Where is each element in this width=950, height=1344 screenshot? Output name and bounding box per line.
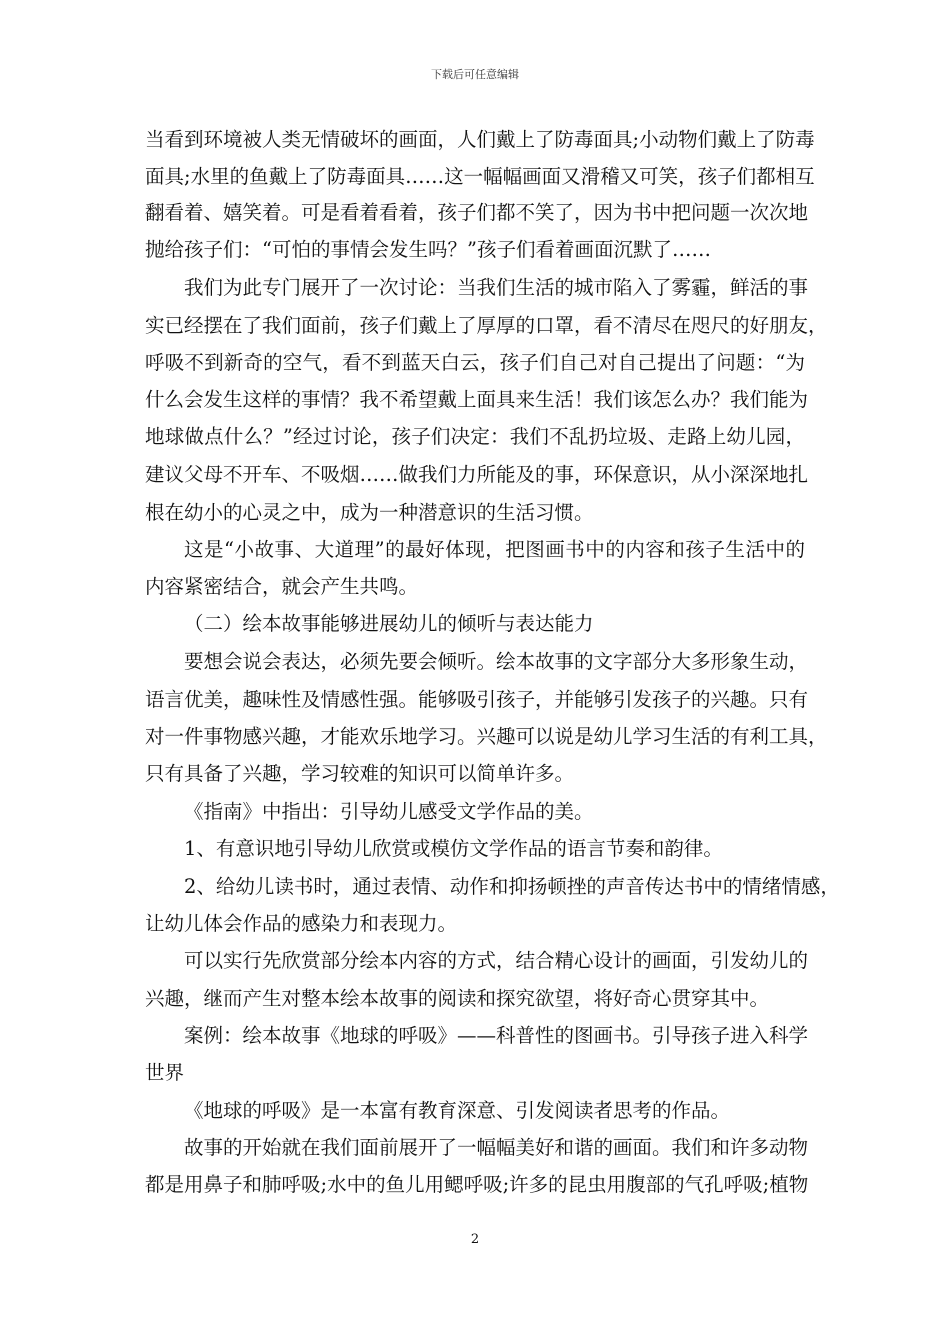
text-line: 翻看着、嬉笑着。可是看着看着，孩子们都不笑了，因为书中把问题一次次地: [145, 201, 809, 224]
page-number: 2: [470, 1232, 480, 1247]
text-line: 面具;水里的鱼戴上了防毒面具……这一幅幅画面又滑稽又可笑，孩子们都相互: [145, 165, 815, 188]
text-line: 故事的开始就在我们面前展开了一幅幅美好和谐的画面。我们和许多动物: [184, 1136, 809, 1159]
text-line: 让幼儿体会作品的感染力和表现力。: [145, 912, 458, 935]
text-line: 都是用鼻子和肺呼吸;水中的鱼儿用鳃呼吸;许多的昆虫用腹部的气孔呼吸;植物: [145, 1173, 809, 1196]
text-line: 可以实行先欣赏部分绘本内容的方式，结合精心设计的画面，引发幼儿的: [184, 949, 809, 972]
text-line: 抛给孩子们：“可怕的事情会发生吗？”孩子们看着画面沉默了……: [145, 238, 711, 261]
text-line: 《地球的呼吸》是一本富有教育深意、引发阅读者思考的作品。: [184, 1099, 731, 1122]
text-line: （二）绘本故事能够进展幼儿的倾听与表达能力: [184, 612, 594, 635]
text-line: 只有具备了兴趣，学习较难的知识可以简单许多。: [145, 762, 575, 785]
text-line: 建议父母不开车、不吸烟……做我们力所能及的事，环保意识，从小深深地扎: [145, 463, 809, 486]
text-line: 地球做点什么？”经过讨论，孩子们决定：我们不乱扔垃圾、走路上幼儿园，: [145, 425, 805, 448]
text-line: 1、有意识地引导幼儿欣赏或模仿文学作品的语言节奏和韵律。: [184, 837, 723, 860]
text-line: 这是“小故事、大道理”的最好体现，把图画书中的内容和孩子生活中的: [184, 538, 805, 561]
page-header: 下载后可任意编辑: [431, 68, 519, 81]
text-line: 世界: [145, 1061, 185, 1084]
text-line: 2、给幼儿读书时，通过表情、动作和抑扬顿挫的声音传达书中的情绪情感，: [184, 875, 840, 898]
text-line: 兴趣，继而产生对整本绘本故事的阅读和探究欲望，将好奇心贯穿其中。: [145, 987, 770, 1010]
text-line: 我们为此专门展开了一次讨论：当我们生活的城市陷入了雾霾，鲜活的事: [184, 276, 809, 299]
text-line: 根在幼小的心灵之中，成为一种潜意识的生活习惯。: [145, 501, 594, 524]
text-line: 内容紧密结合，就会产生共鸣。: [145, 575, 419, 598]
text-line: 对一件事物感兴趣，才能欢乐地学习。兴趣可以说是幼儿学习生活的有利工具，: [145, 725, 828, 748]
text-line: 要想会说会表达，必须先要会倾听。绘本故事的文字部分大多形象生动，: [184, 650, 809, 673]
text-line: 案例：绘本故事《地球的呼吸》——科普性的图画书。引导孩子进入科学: [184, 1024, 809, 1047]
text-line: 当看到环境被人类无情破坏的画面，人们戴上了防毒面具;小动物们戴上了防毒: [145, 128, 815, 151]
text-line: 《指南》中指出：引导幼儿感受文学作品的美。: [184, 800, 594, 823]
text-line: 什么会发生这样的事情？我不希望戴上面具来生活！我们该怎么办？我们能为: [145, 388, 809, 411]
text-line: 实已经摆在了我们面前，孩子们戴上了厚厚的口罩，看不清尽在咫尺的好朋友，: [145, 314, 828, 337]
text-line: 呼吸不到新奇的空气，看不到蓝天白云，孩子们自己对自己提出了问题：“为: [145, 351, 805, 374]
text-line: 语言优美，趣味性及情感性强。能够吸引孩子，并能够引发孩子的兴趣。只有: [145, 688, 809, 711]
